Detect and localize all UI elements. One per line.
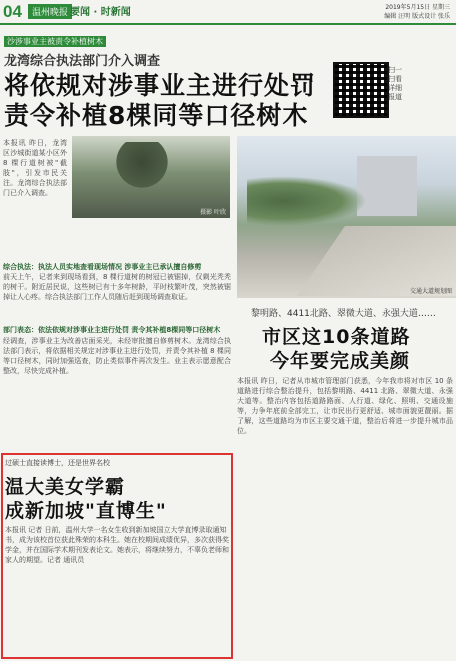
story1-photo xyxy=(72,136,230,218)
tree-stump-image xyxy=(112,142,172,192)
story1-body2: 经调查，涉事业主为改善店面采光，未经审批擅自修剪树木。龙湾综合执法部门表示，将依据相关规定对涉事业主进行处罚，并责令其补植 8 棵同等口径树木，同时加强巡查，防止类似事件再次发生。业主表示愿意配合整改，尽快完成补植。 xyxy=(3,337,231,375)
qr-caption: 扫一扫看详细报道 xyxy=(388,66,402,101)
story1-body1: 前天上午，记者来到现场看到，8 棵行道树的树冠已被锯掉，仅剩光秃秃的树干。附近居民说，这些树已有十多年树龄，平时枝繁叶茂，突然被锯掉让人心疼。综合执法部门工作人员随后赶到现场调查取证。 xyxy=(3,273,231,301)
story2-photo-caption: 交通大道规划图 xyxy=(409,288,452,295)
story2-title-line2: 今年要完成美颜 xyxy=(270,350,411,372)
story1-section-head1: 综合执法：执法人员实地查看现场情况 涉事业主已承认擅自修剪 xyxy=(3,263,202,271)
qr-code[interactable] xyxy=(333,62,389,118)
story1-headline-line1: 将依规对涉事业主进行处罚 xyxy=(4,71,317,100)
story1-subhead: 龙湾综合执法部门介入调查 xyxy=(4,54,161,69)
section-name: 要闻 · 时新闻 xyxy=(70,7,131,18)
story1-section-head2: 部门表态：依法依规对涉事业主进行处罚 责令其补植8棵同等口径树木 xyxy=(3,326,221,334)
story2-body: 本报讯 昨日，记者从市城市管理部门获悉，今年我市将对市区 10 条道路进行综合整治提升，包括黎明路、4411 北路、翠微大道、永强大道等。整治内容包括道路路面、人行道、绿化、照明、交通设施等，力争年底前全部完工，让市民出行更舒适、城市面貌更靓丽。据了解，这些道路均为市区主要交通干道，整治后将进一步提升城市品位。 xyxy=(237,377,453,435)
story2-title-kicker: 黎明路、4411北路、翠微大道、永强大道…… xyxy=(251,309,436,319)
page-header xyxy=(0,0,456,24)
story2-title-line1: 市区这10条道路 xyxy=(262,326,411,348)
story1-kicker: 沙涉事业主被责令补植树木 xyxy=(4,36,106,47)
header-rule xyxy=(0,23,456,25)
editor-line: 编辑 汪明 版式设计 张乐 xyxy=(384,13,450,20)
page-number: 04 xyxy=(3,2,22,21)
paper-tag: 温州晚报 xyxy=(28,4,72,19)
story3-box xyxy=(1,453,233,659)
story3-title-line2: 成新加坡"直博生" xyxy=(5,500,167,522)
date-line: 2019年5月15日 星期三 xyxy=(385,4,450,11)
story1-headline-line2: 责令补植8棵同等口径树木 xyxy=(4,101,309,130)
trees-image xyxy=(247,176,367,226)
road-rendering-photo xyxy=(237,136,456,298)
story3-title-line1: 温大美女学霸 xyxy=(5,476,126,498)
story1-photo-caption: 摄影 叶欣 xyxy=(200,209,226,216)
story3-body: 本报讯 记者 日前，温州大学一名女生收到新加坡国立大学直博录取通知书，成为该校首位获此殊荣的本科生。她在校期间成绩优异，多次获得奖学金，并在国际学术期刊发表论文。她表示，将继续努力，不辜负老师和家人的期望。记者 通讯员 xyxy=(5,526,229,564)
story3-kicker: 过硕士直接读博士，还是世界名校 xyxy=(5,459,110,467)
story1-intro: 本报讯 昨日，龙湾区沙城街道某小区外 8 棵行道树被"截肢"，引发市民关注。龙湾综合执法部门已介入调查。 xyxy=(3,139,67,197)
